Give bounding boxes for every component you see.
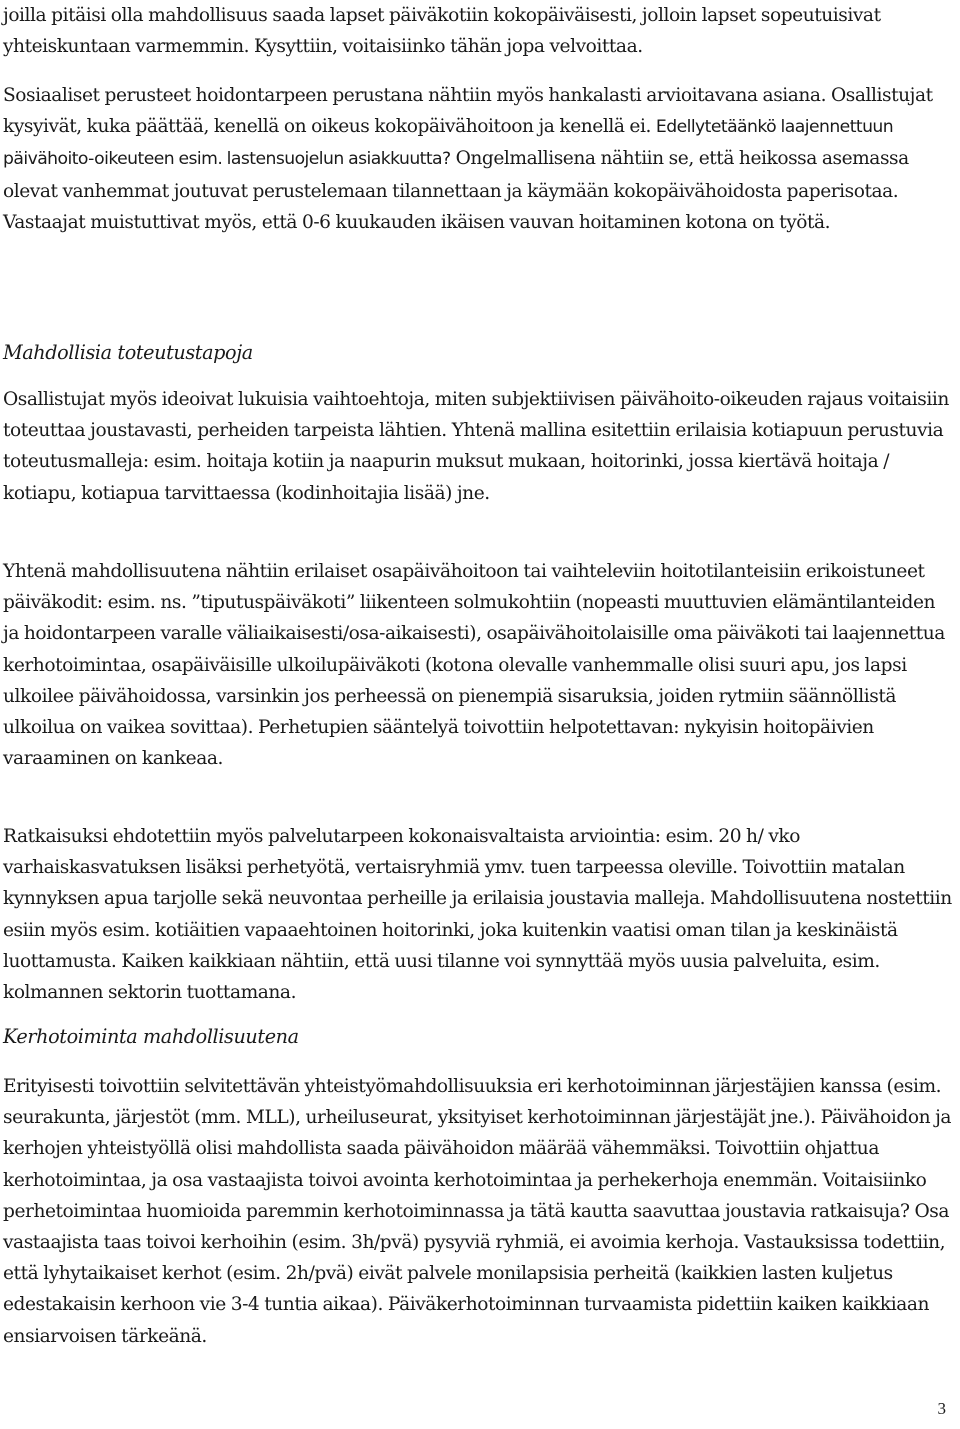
page-number: 3: [937, 1399, 946, 1418]
paragraph-erityisesti: Erityisesti toivottiin selvitettävän yhteistyömahdollisuuksia eri kerhotoiminnan järjestäjien kanssa (esim. seurakunta, järjestöt (mm. MLL), urheiluseurat, yksityiset kerhotoiminnan järjestäjät jne.). Päivähoidon ja kerhojen yhteistyöllä olisi mahdollista saada päivähoidon määrää vähemmäksi. Toivottiin ohjattua kerhotoimintaa, ja osa vastaajista toivoi avointa kerhotoimintaa ja perhekerhoja enemmän. Voitaisiinko perhetoimintaa huomioida paremmin kerhotoiminnassa ja tätä kautta saavuttaa joustavia ratkaisuja? Osa vastaajista taas toivoi kerhoihin (esim. 3h/pvä) pysyviä ryhmiä, ei avoimia kerhoja. Vastauksissa todettiin, että lyhytaikaiset kerhot (esim. 2h/pvä) eivät palvele monilapsisia perheitä (kaikkien lasten kuljetus edestakaisin kerhoon vie 3-4 tuntia aikaa). Päiväkerhotoiminnan turvaamista pidettiin kaiken kaikkiaan ensiarvoisen tärkeänä.: [3, 1076, 952, 1347]
paragraph-sosiaaliset: [3, 80, 953, 238]
paragraph-sosiaaliset-text-2: Ongelmallisena nähtiin se, että heikossa asemassa olevat vanhemmat joutuvat perustelemaan tilannettaan ja käymään kokopäivähoidosta paperisotaa. Vastaajat muistuttivat myös, että 0-6 kuukauden ikäisen vauvan hoitaminen kotona on työtä.: [3, 148, 909, 233]
paragraph-sosiaaliset-text-1: Sosiaaliset perusteet hoidontarpeen perustana nähtiin myös hankalasti arvioitavana asiana. Osallistujat kysyivät, kuka päättää, kenellä on oikeus kokopäivähoitoon ja kenellä ei.: [3, 85, 933, 138]
paragraph-intro: joilla pitäisi olla mahdollisuus saada lapset päiväkotiin kokopäiväisesti, jolloin lapset sopeutuisivat yhteiskuntaan varmemmin. Kysyttiin, voitaisiinko tähän jopa velvoittaa.: [3, 5, 881, 58]
paragraph-osallistujat: Osallistujat myös ideoivat lukuisia vaihtoehtoja, miten subjektiivisen päivähoito-oikeuden rajaus voitaisiin toteuttaa joustavasti, perheiden tarpeista lähtien. Yhtenä mallina esitettiin erilaisia kotiapuun perustuvia toteutusmalleja: esim. hoitaja kotiin ja naapurin muksut mukaan, hoitorinki, jossa kiertävä hoitaja / kotiapu, kotiapua tarvittaessa (kodinhoitajia lisää) jne.: [3, 389, 949, 504]
paragraph-yhtena: Yhtenä mahdollisuutena nähtiin erilaiset osapäivähoitoon tai vaihteleviin hoitotilanteisiin erikoistuneet päiväkodit: esim. ns. ”tiputuspäiväkoti” liikenteen solmukohtiin (nopeasti muuttuvien elämäntilanteiden ja hoidontarpeen varalle väliaikaisesti/osa-aikaisesti), osapäivähoitolaisille oma päiväkoti tai laajennettua kerhotoimintaa, osapäiväisille ulkoilupäiväkoti (kotona olevalle vanhemmalle olisi suuri apu, jos lapsi ulkoilee päivähoidossa, varsinkin jos perheessä on pienempiä sisaruksia, joiden rytmiin säännöllistä ulkoilua on vaikea sovittaa). Perhetupien sääntelyä toivottiin helpotettavan: nykyisin hoitopäivien varaaminen on kankeaa.: [3, 561, 945, 770]
paragraph-ratkaisuksi: Ratkaisuksi ehdotettiin myös palvelutarpeen kokonaisvaltaista arviointia: esim. 20 h/ vko varhaiskasvatuksen lisäksi perhetyötä, vertaisryhmiä ymv. tuen tarpeessa oleville. Toivottiin matalan kynnyksen apua tarjolle sekä neuvontaa perheille ja erilaisia joustavia malleja. Mahdollisuutena nostettiin esiin myös esim. kotiäitien vapaaehtoinen hoitorinki, joka kuitenkin vaatisi oman tilan ja keskinäistä luottamusta. Kaiken kaikkiaan nähtiin, että uusi tilanne voi synnyttää myös uusia palveluita, esim. kolmannen sektorin tuottamana.: [3, 826, 952, 1004]
heading-kerhotoiminta: Kerhotoiminta mahdollisuutena: [3, 1025, 299, 1048]
heading-mahdollisia-toteutustapoja: Mahdollisia toteutustapoja: [3, 341, 253, 364]
paragraph-sosiaaliset-sans-question: Edellytetäänkö laajennettuun päivähoito-oikeuteen esim. lastensuojelun asiakkuutta?: [3, 117, 894, 170]
